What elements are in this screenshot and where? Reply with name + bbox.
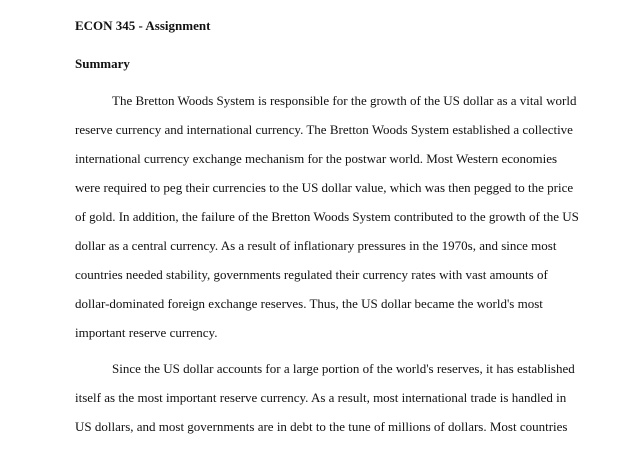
paragraph-1-line-2: reserve currency and international currency. The Bretton Woods System established a collective (75, 122, 573, 137)
paragraph-1-line-8: dollar-dominated foreign exchange reserves. Thus, the US dollar became the world's most (75, 296, 543, 311)
paragraph-1-line-6: dollar as a central currency. As a result of inflationary pressures in the 1970s, and since most (75, 238, 557, 253)
paragraph-2-line-1: Since the US dollar accounts for a large portion of the world's reserves, it has established (112, 361, 575, 376)
paragraph-2-line-3: US dollars, and most governments are in debt to the tune of millions of dollars. Most countries (75, 419, 568, 434)
paragraph-1-line-3: international currency exchange mechanism for the postwar world. Most Western economies (75, 151, 558, 166)
paragraph-1-line-9: important reserve currency. (75, 325, 218, 340)
paragraph-1-line-4: were required to peg their currencies to the US dollar value, which was then pegged to the price (75, 180, 574, 195)
document-title: ECON 345 - Assignment (75, 18, 211, 33)
section-heading: Summary (75, 56, 130, 71)
paragraph-1-line-5: of gold. In addition, the failure of the Bretton Woods System contributed to the growth of the US (75, 209, 579, 224)
paragraph-2-line-2: itself as the most important reserve currency. As a result, most international trade is handled in (75, 390, 567, 405)
paragraph-1-line-7: countries needed stability, governments regulated their currency rates with vast amounts of (75, 267, 548, 282)
paragraph-1-line-1: The Bretton Woods System is responsible for the growth of the US dollar as a vital world (112, 93, 577, 108)
